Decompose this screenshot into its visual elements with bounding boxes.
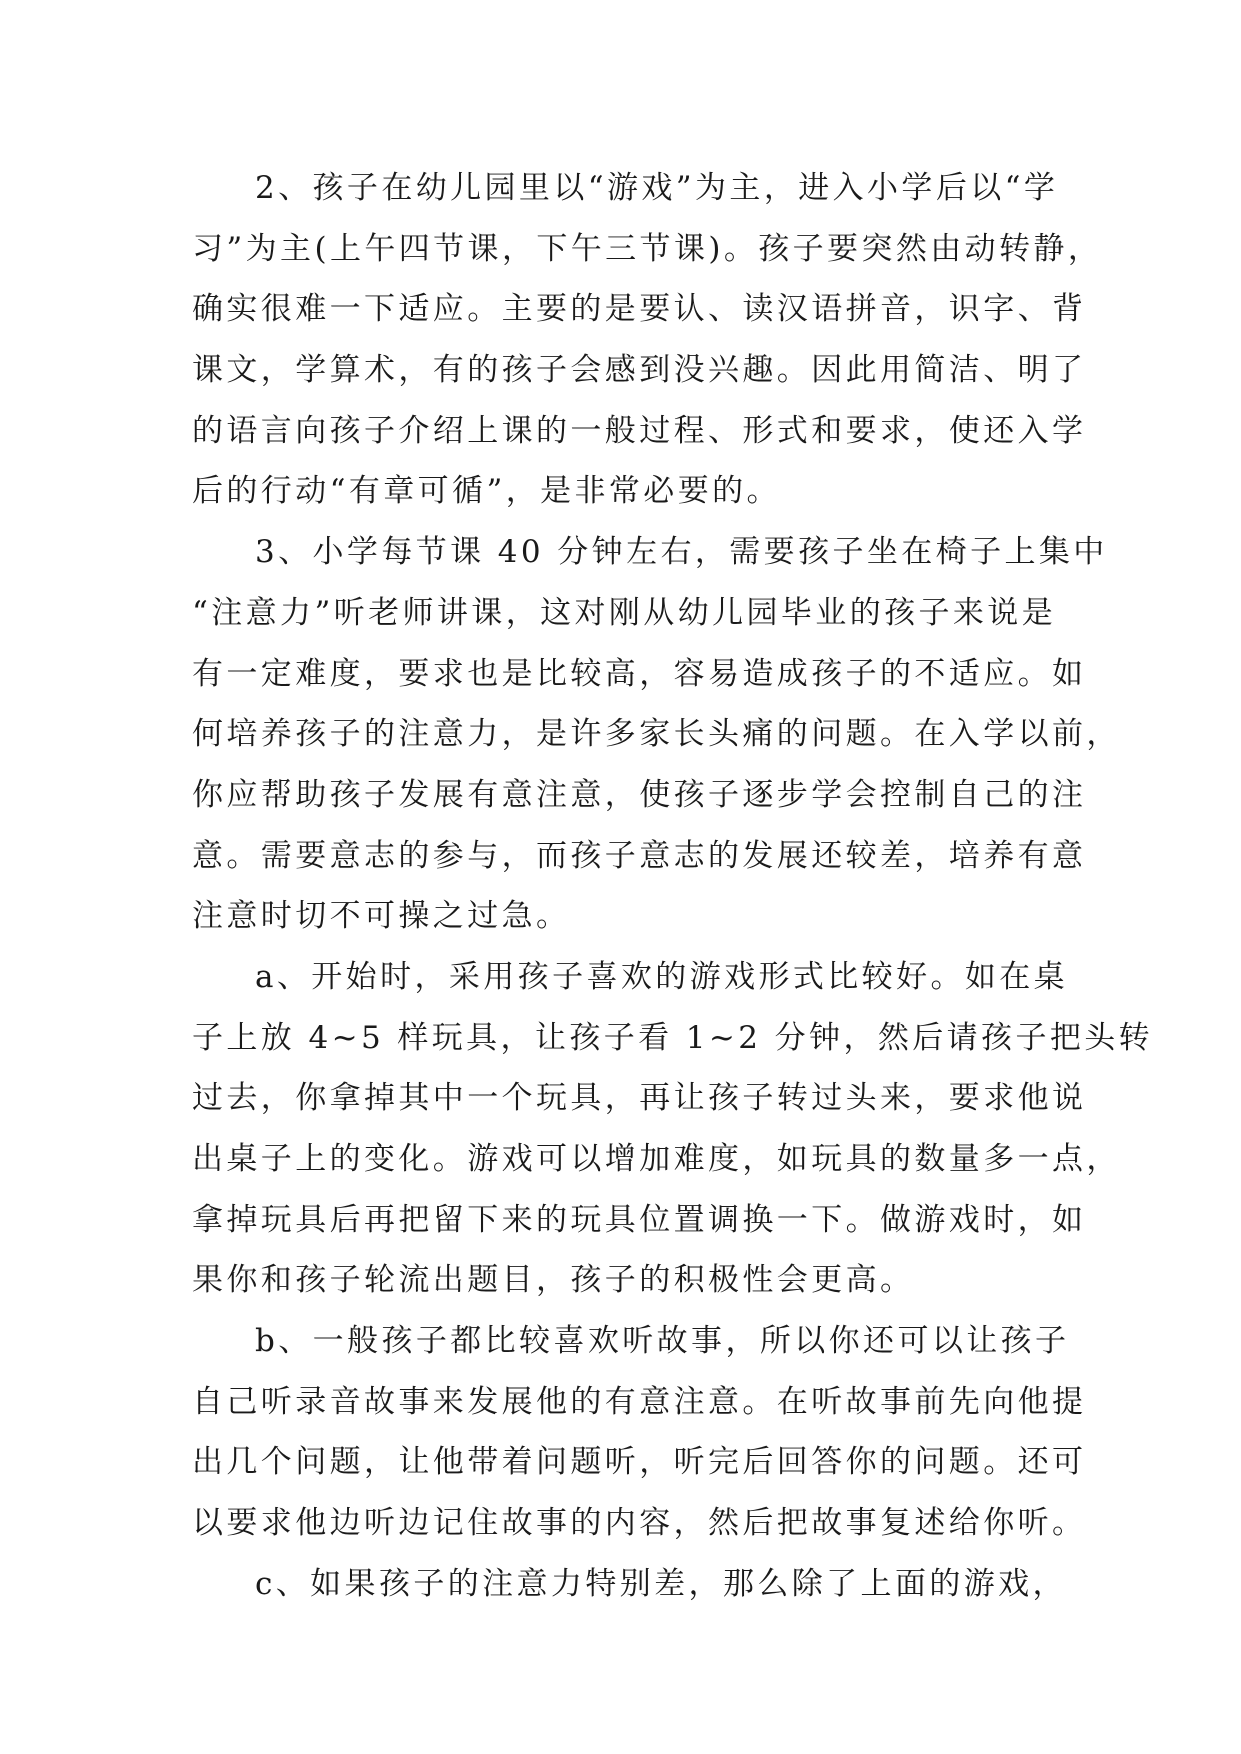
text-line: 你应帮助孩子发展有意注意，使孩子逐步学会控制自己的注 <box>192 776 1087 813</box>
text-line: 果你和孩子轮流出题目，孩子的积极性会更高。 <box>192 1262 915 1299</box>
text-line: “注意力”听老师讲课，这对刚从幼儿园毕业的孩子来说是 <box>192 594 1057 631</box>
text-line: 以要求他边听边记住故事的内容，然后把故事复述给你听。 <box>192 1505 1087 1542</box>
text-line: 3、小学每节课 40 分钟左右，需要孩子坐在椅子上集中 <box>255 534 1108 571</box>
body-text <box>192 158 1154 1615</box>
text-line: 确实很难一下适应。主要的是要认、读汉语拼音，识字、背 <box>192 291 1087 328</box>
text-line: 习”为主(上午四节课，下午三节课)。孩子要突然由动转静， <box>192 230 1103 267</box>
text-line: 2、孩子在幼儿园里以“游戏”为主，进入小学后以“学 <box>255 170 1059 206</box>
text-line: 何培养孩子的注意力，是许多家长头痛的问题。在入学以前， <box>192 716 1121 753</box>
text-line: 自己听录音故事来发展他的有意注意。在听故事前先向他提 <box>192 1383 1087 1420</box>
text-line: b、一般孩子都比较喜欢听故事，所以你还可以让孩子 <box>255 1323 1070 1360</box>
text-line: 课文，学算术，有的孩子会感到没兴趣。因此用简洁、明了 <box>192 352 1087 389</box>
text-line: 的语言向孩子介绍上课的一般过程、形式和要求，使还入学 <box>192 412 1087 449</box>
text-line: 注意时切不可操之过急。 <box>192 898 571 935</box>
text-line: 有一定难度，要求也是比较高，容易造成孩子的不适应。如 <box>192 655 1087 692</box>
text-line: 后的行动“有章可循”，是非常必要的。 <box>192 473 781 510</box>
text-line: 子上放 4~5 样玩具，让孩子看 1~2 分钟，然后请孩子把头转 <box>192 1019 1154 1056</box>
text-line: 拿掉玩具后再把留下来的玩具位置调换一下。做游戏时，如 <box>192 1201 1087 1238</box>
text-line: c、如果孩子的注意力特别差，那么除了上面的游戏， <box>255 1565 1067 1602</box>
text-line: 意。需要意志的参与，而孩子意志的发展还较差，培养有意 <box>192 837 1087 874</box>
text-line: 出几个问题，让他带着问题听，听完后回答你的问题。还可 <box>192 1444 1087 1481</box>
text-line: a、开始时，采用孩子喜欢的游戏形式比较好。如在桌 <box>255 958 1069 995</box>
text-line: 过去，你拿掉其中一个玩具，再让孩子转过头来，要求他说 <box>192 1080 1087 1117</box>
text-line: 出桌子上的变化。游戏可以增加难度，如玩具的数量多一点， <box>192 1141 1121 1177</box>
